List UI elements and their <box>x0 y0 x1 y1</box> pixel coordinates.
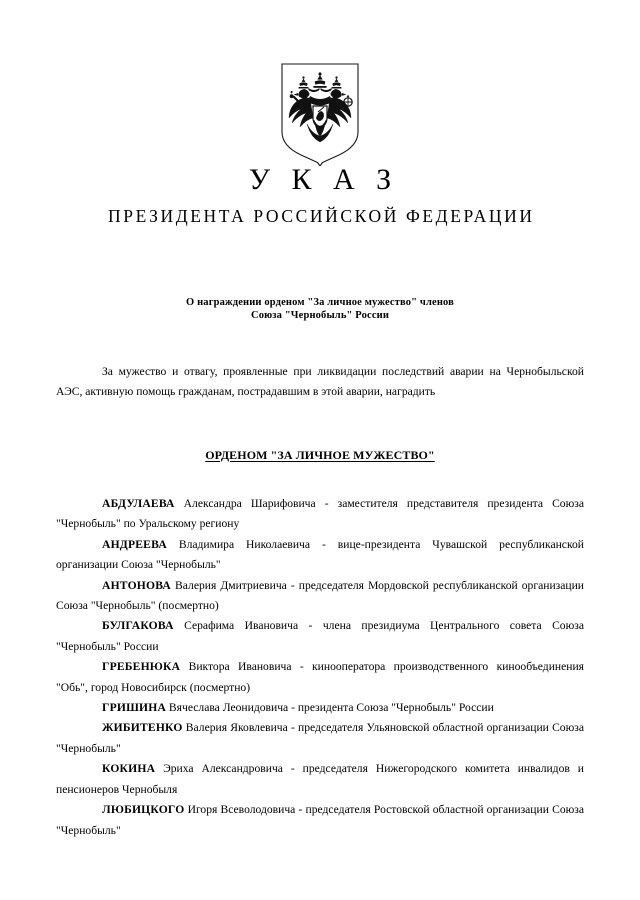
recipient-description: Серафима Ивановича - члена президиума Центрального совета Союза "Чернобыль" России <box>56 619 584 653</box>
recipient-surname: ЛЮБИЦКОГО <box>102 803 185 817</box>
recipient-description: Игоря Всеволодовича - председателя Ростовской областной организации Союза "Чернобыль" <box>56 803 584 837</box>
recipient-description: Вячеслава Леонидовича - президента Союза "Чернобыль" России <box>166 701 494 715</box>
page-title: У К А З <box>248 163 399 196</box>
recipient-entry <box>56 718 584 759</box>
recipient-entry <box>56 616 584 657</box>
recipient-entry <box>56 657 584 698</box>
russian-coat-of-arms-icon <box>277 62 363 166</box>
recipient-entry <box>56 494 584 535</box>
recipient-surname: АНТОНОВА <box>102 578 171 592</box>
recipient-description: Эриха Александровича - председателя Нижегородского комитета инвалидов и пенсионеров Чернобыля <box>56 762 584 796</box>
recipient-description: Валерия Дмитриевича - председателя Мордовской республиканской организации Союза "Чернобыль" (посмертно) <box>56 578 584 613</box>
recipient-description: Виктора Ивановича - кинооператора производственного кинообъединения "Обь", город Новосибирск (посмертно) <box>56 660 584 694</box>
page-subtitle: ПРЕЗИДЕНТА РОССИЙСКОЙ ФЕДЕРАЦИИ <box>108 206 535 226</box>
recipient-entry <box>56 800 584 841</box>
recipient-surname: КОКИНА <box>102 762 156 776</box>
recipient-description: Валерия Яковлевича - председателя Ульяновской областной организации Союза "Чернобыль" <box>56 721 584 755</box>
recipient-entry <box>56 576 584 617</box>
preamble-text: За мужество и отвагу, проявленные при ликвидации последствий аварии на Чернобыльской АЭС, активную помощь гражданам, пострадавшим в этой аварии, наградить <box>56 365 584 399</box>
recipient-entry <box>56 759 584 800</box>
recipient-entry <box>56 698 584 718</box>
decree-about-line-1: О награждении орденом "За личное мужество" членов <box>186 297 454 308</box>
recipient-surname: БУЛГАКОВА <box>102 619 174 633</box>
recipient-description: Александра Шарифовича - заместителя представителя президента Союза "Чернобыль" по Уральскому региону <box>56 497 584 531</box>
recipient-surname: АНДРЕЕВА <box>102 537 167 551</box>
recipients-list <box>56 494 584 841</box>
decree-about-line-2: Союза "Чернобыль" России <box>250 310 390 321</box>
recipient-description: Владимира Николаевича - вице-президента Чувашской республиканской организации Союза "Чернобыль" <box>56 537 584 572</box>
recipient-surname: ГРИШИНА <box>102 701 167 715</box>
award-heading <box>0 447 640 463</box>
award-heading-text: ОРДЕНОМ "ЗА ЛИЧНОЕ МУЖЕСТВО" <box>205 448 435 462</box>
recipient-entry <box>56 535 584 576</box>
recipient-surname: ЖИБИТЕНКО <box>102 721 183 735</box>
decree-preamble <box>56 362 584 403</box>
emblem-container <box>0 62 640 166</box>
recipient-surname: АБДУЛАЕВА <box>102 497 175 510</box>
decree-about-heading <box>0 296 640 322</box>
recipient-surname: ГРЕБЕНЮКА <box>102 660 181 674</box>
